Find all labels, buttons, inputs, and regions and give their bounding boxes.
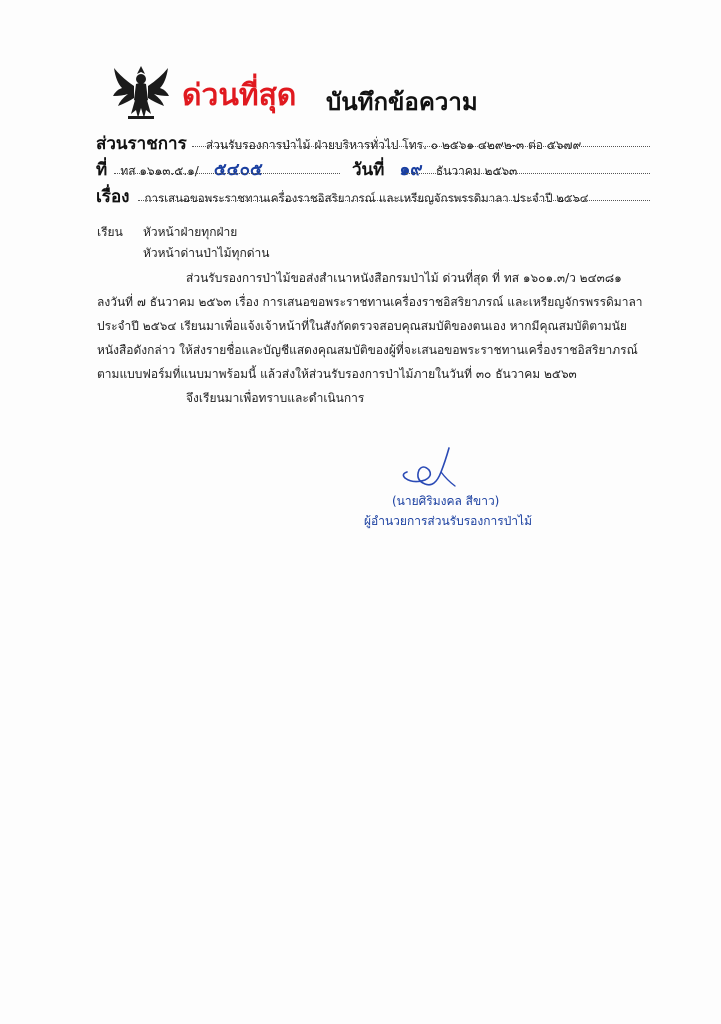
field-date-day: ๑๙ [399,160,423,180]
field-reference-number: ๕๔๐๕ [213,160,263,180]
signer-name: (นายศิริมงคล สีขาว) [392,494,500,508]
field-date [352,156,517,183]
field-subject-label: เรื่อง [96,187,130,207]
recipient-line-2: หัวหน้าด่านป่าไม้ทุกด่าน [143,246,270,260]
field-department-value: ส่วนรับรองการป่าไม้ ฝ่ายบริหารทั่วไป โทร. ๐ ๒๕๖๑ ๔๒๙๒-๓ ต่อ ๕๖๗๙ [205,138,582,152]
body-line: ลงวันที่ ๗ ธันวาคม ๒๕๖๓ เรื่อง การเสนอขอพระราชทานเครื่องราชอิสริยาภรณ์ และเหรียญจักรพรรดิมาลา [97,295,643,309]
field-department-label: ส่วนราชการ [96,134,187,154]
urgency-stamp: ด่วนที่สุด [182,78,297,113]
field-department [96,130,581,157]
field-reference-dotline [114,173,340,174]
field-date-month-year: ธันวาคม ๒๕๖๓ [435,164,518,178]
garuda-emblem-icon [110,60,172,122]
field-subject-value: การเสนอขอพระราชทานเครื่องราชอิสริยาภรณ์ และเหรียญจักรพรรดิมาลา ประจำปี ๒๕๖๔ [144,191,589,205]
handwritten-signature [395,444,465,496]
recipient-line-1: หัวหน้าฝ่ายทุกฝ่าย [143,225,238,239]
signer-title: ผู้อำนวยการส่วนรับรองการป่าไม้ [364,514,532,528]
body-line: ประจำปี ๒๕๖๔ เรียนมาเพื่อแจ้งเจ้าหน้าที่ในสังกัดตรวจสอบคุณสมบัติของตนเอง หากมีคุณสมบัติตามนัย [97,319,627,333]
field-date-label: วันที่ [352,160,385,180]
field-subject-dotline [138,200,650,201]
field-reference-label: ที่ [96,160,108,180]
field-reference [96,156,263,183]
closing-line: จึงเรียนมาเพื่อทราบและดำเนินการ [186,391,365,405]
field-reference-prefix: ทส ๑๖๑๓.๕.๑/ [120,164,199,178]
body-line: ตามแบบฟอร์มที่แนบมาพร้อมนี้ แล้วส่งให้ส่วนรับรองการป่าไม้ภายในวันที่ ๓๐ ธันวาคม ๒๕๖๓ [97,367,577,381]
salutation-label: เรียน [97,225,123,239]
body-line: หนังสือดังกล่าว ให้ส่งรายชื่อและบัญชีแสดงคุณสมบัติของผู้ที่จะเสนอขอพระราชทานเครื่องราชอิสริยาภรณ์ [97,343,638,357]
field-date-dotline [406,173,650,174]
memo-title: บันทึกข้อความ [326,88,478,116]
field-subject [96,183,588,210]
body-line: ส่วนรับรองการป่าไม้ขอส่งสำเนาหนังสือกรมป่าไม้ ด่วนที่สุด ที่ ทส ๑๖๐๑.๓/ว ๒๔๓๘๑ [186,271,622,285]
field-department-dotline [192,146,650,147]
